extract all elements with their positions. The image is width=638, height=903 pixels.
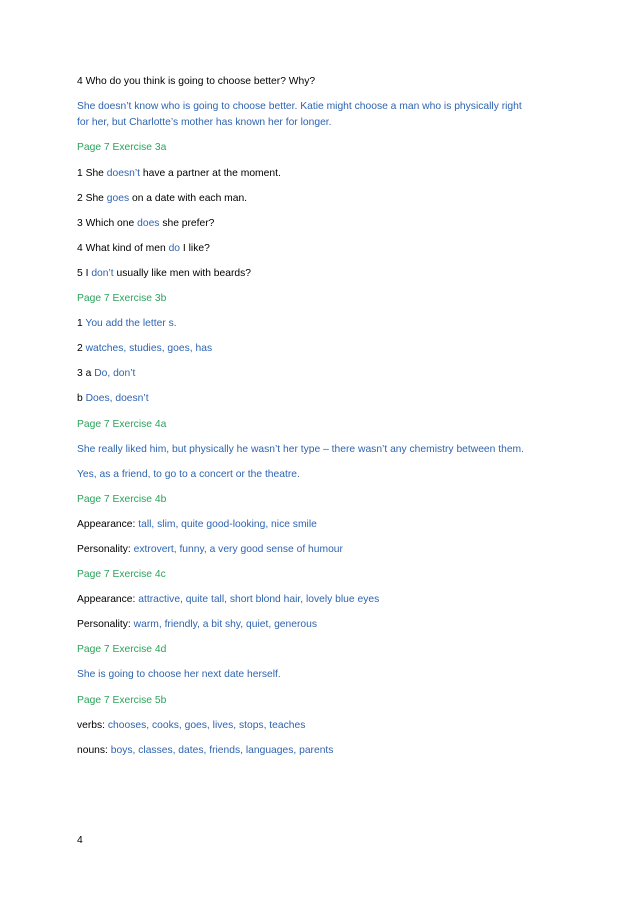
item-text: 1	[77, 318, 86, 330]
item-text: 3 a	[77, 368, 95, 380]
item-answer: do	[168, 242, 181, 254]
verbs-answer: chooses, cooks, goes, lives, stops, teaches	[107, 719, 306, 731]
exercise-4b-appearance	[77, 517, 577, 533]
item-answer: Does, doesn’t	[85, 393, 149, 405]
item-answer: You add the letter s.	[85, 318, 177, 330]
exercise-4a-answer-2: Yes, as a friend, to go to a concert or the theatre.	[77, 468, 300, 480]
personality-answer: warm, friendly, a bit shy, quiet, generous	[133, 619, 318, 631]
exercise-3a-item-4	[77, 241, 577, 257]
exercise-4d-heading: Page 7 Exercise 4d	[77, 644, 167, 656]
item-text: 5 I	[77, 267, 92, 279]
item-text: 4 What kind of men	[77, 242, 169, 254]
exercise-5b-verbs	[77, 718, 577, 734]
answer-line: for her, but Charlotte’s mother has known her for longer.	[77, 117, 332, 129]
question-4	[77, 74, 577, 90]
appearance-label: Appearance:	[77, 518, 139, 530]
answer-4	[77, 99, 577, 132]
exercise-3a-heading: Page 7 Exercise 3a	[77, 142, 167, 154]
exercise-3a-item-3	[77, 216, 577, 232]
item-text: usually like men with beards?	[113, 267, 252, 279]
exercise-3a-item-5	[77, 266, 577, 282]
verbs-label: verbs:	[77, 719, 108, 731]
exercise-4c-appearance	[77, 592, 577, 608]
exercise-3b-item-1	[77, 316, 577, 332]
exercise-4a-heading: Page 7 Exercise 4a	[77, 418, 167, 430]
appearance-label: Appearance:	[77, 594, 139, 606]
question-text: 4 Who do you think is going to choose better? Why?	[77, 76, 316, 87]
exercise-5b-heading: Page 7 Exercise 5b	[77, 694, 167, 706]
exercise-4d-answer: She is going to choose her next date herself.	[77, 669, 281, 681]
nouns-label: nouns:	[77, 744, 111, 756]
personality-answer: extrovert, funny, a very good sense of humour	[133, 543, 343, 555]
item-answer: Do, don’t	[94, 368, 136, 380]
personality-label: Personality:	[77, 619, 134, 631]
exercise-3a-item-1	[77, 166, 577, 182]
item-text: b	[77, 393, 86, 405]
exercise-5b-nouns	[77, 743, 577, 759]
item-answer: don’t	[91, 267, 114, 279]
item-answer: watches, studies, goes, has	[85, 343, 213, 355]
item-answer: doesn’t	[106, 167, 140, 179]
item-text: 2 She	[77, 192, 107, 204]
nouns-answer: boys, classes, dates, friends, languages, parents	[110, 744, 334, 756]
item-answer: does	[137, 217, 160, 229]
item-text: on a date with each man.	[129, 192, 248, 204]
item-text: I like?	[180, 242, 210, 254]
item-text: she prefer?	[159, 217, 215, 229]
exercise-4a-answer-1: She really liked him, but physically he wasn’t her type – there wasn’t any chemistry between them.	[77, 443, 524, 455]
item-text: 2	[77, 343, 86, 355]
appearance-answer: attractive, quite tall, short blond hair, lovely blue eyes	[138, 594, 380, 606]
exercise-4b-heading: Page 7 Exercise 4b	[77, 493, 167, 505]
exercise-4c-personality	[77, 617, 577, 633]
exercise-3a-item-2	[77, 191, 577, 207]
answer-line: She doesn’t know who is going to choose better. Katie might choose a man who is physically right	[77, 101, 522, 113]
item-answer: goes	[106, 192, 130, 204]
exercise-3b-item-3	[77, 366, 577, 382]
exercise-3b-item-4	[77, 391, 577, 407]
exercise-3b-item-2	[77, 341, 577, 357]
item-text: have a partner at the moment.	[140, 167, 281, 179]
appearance-answer: tall, slim, quite good-looking, nice smile	[138, 518, 317, 530]
exercise-4c-heading: Page 7 Exercise 4c	[77, 569, 166, 581]
item-text: 1 She	[77, 167, 107, 179]
exercise-3b-heading: Page 7 Exercise 3b	[77, 293, 167, 305]
document-page	[77, 74, 577, 768]
exercise-4b-personality	[77, 542, 577, 558]
page-number: 4	[77, 835, 83, 846]
personality-label: Personality:	[77, 543, 134, 555]
item-text: 3 Which one	[77, 217, 138, 229]
